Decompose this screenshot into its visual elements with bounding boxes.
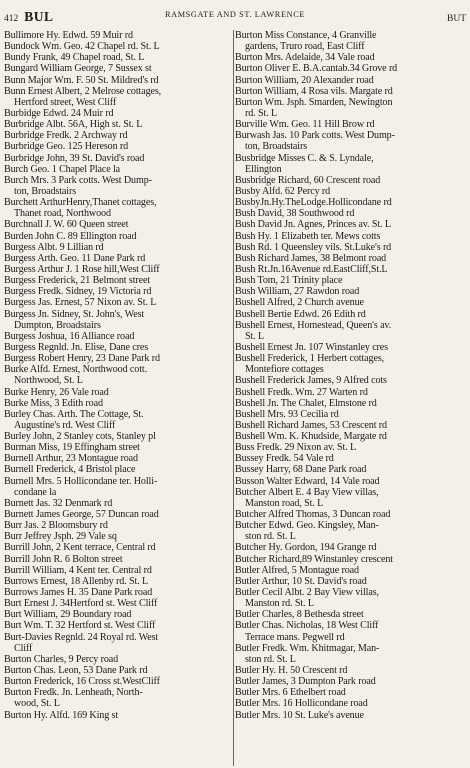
- directory-entry: Butcher Richard,89 Winstanley crescent: [235, 553, 393, 565]
- directory-entry: Burton Wm. Jsph. Smarden, Newington: [235, 96, 393, 108]
- directory-entry: Bushell Fredk. Wm. 27 Warten rd: [235, 386, 368, 398]
- right-column: [235, 30, 468, 721]
- directory-entry: Burton William, 4 Rosa vils. Margate rd: [235, 85, 393, 97]
- directory-entry: Burnell Frederick, 4 Bristol place: [4, 464, 136, 476]
- directory-entry: Bushell Ernest, Homestead, Queen's av.: [235, 319, 392, 331]
- directory-entry-continuation: Cliff: [14, 642, 33, 654]
- directory-entry: Burton Fredk. Jn. Lenheath, North-: [4, 687, 143, 699]
- directory-entry: Burke Henry, 26 Vale road: [4, 386, 109, 398]
- directory-entry: Burch Geo. 1 Chapel Place la: [4, 163, 121, 175]
- directory-entry-continuation: Hertford street, West Cliff: [14, 96, 117, 108]
- directory-entry-continuation: ton, Broadstairs: [245, 141, 307, 153]
- directory-entry: Bushell Frederick James, 9 Alfred cots: [235, 375, 387, 387]
- directory-entry: Bushell Jn. The Chalet, Elmstone rd: [235, 397, 377, 409]
- directory-entry: Bushell Frederick, 1 Herbert cottages,: [235, 353, 385, 365]
- directory-entry: Burnell Mrs. 5 Hollicondane ter. Holli-: [4, 475, 158, 487]
- directory-entry: Burchnall J. W. 60 Queen street: [4, 219, 129, 231]
- directory-entry: Busby Alfd. 62 Percy rd: [235, 185, 331, 197]
- directory-entry: Butler Arthur, 10 St. David's road: [235, 575, 367, 587]
- directory-entry: Burgess Arth. Geo. 11 Dane Park rd: [4, 252, 146, 264]
- directory-entry: Buss Fredk. 29 Nixon av. St. L: [235, 442, 357, 454]
- directory-entry: Bussey Fredk. 54 Vale rd: [235, 453, 334, 465]
- directory-entry: Burch Mrs. 3 Park cotts. West Dump-: [4, 174, 152, 186]
- directory-entry: Bussey Harry, 68 Dane Park road: [235, 464, 367, 476]
- directory-entry: Burrill William, 4 Kent ter. Central rd: [4, 564, 152, 576]
- directory-entry: Burnett Jas. 32 Denmark rd: [4, 497, 113, 509]
- directory-entry: Bungard William George, 7 Sussex st: [4, 63, 152, 75]
- column-divider: [233, 30, 234, 766]
- directory-entry: Butler Charles, 8 Bethesda street: [235, 609, 364, 621]
- directory-entry: Bush Hy. 1 Elizabeth ter. Mews cotts: [235, 230, 381, 242]
- directory-entry: Burville Wm. Geo. 11 Hill Brow rd: [235, 119, 375, 131]
- directory-entry: Burgess Jas. Ernest, 57 Nixon av. St. L: [4, 297, 157, 309]
- page-title: RAMSGATE AND ST. LAWRENCE: [164, 10, 306, 19]
- directory-entry: Burton Oliver E. B.A.cantab.34 Grove rd: [235, 63, 398, 75]
- directory-entry: Butler Alfred, 5 Montague road: [235, 564, 359, 576]
- directory-entry: Burgess Arthur J. 1 Rose hill,West Cliff: [4, 263, 160, 275]
- directory-entry: Burgess Fredk. Sidney, 19 Victoria rd: [4, 286, 152, 298]
- directory-entry: Burton Hy. Alfd. 169 King st: [4, 709, 119, 721]
- directory-entry: Burt Wm. T. 32 Hertford st. West Cliff: [4, 620, 156, 632]
- directory-entry: Burr Jeffrey Jsph. 29 Vale sq: [4, 531, 117, 543]
- directory-entry: Bush David Jn. Agnes, Princes av. St. L: [235, 219, 391, 231]
- directory-entry: Bush Rt.Jn.16Avenue rd.EastCliff,St.L: [235, 263, 388, 275]
- directory-entry: Butcher Alfred Thomas, 3 Duncan road: [235, 509, 391, 521]
- directory-entry: Burton Charles, 9 Percy road: [4, 653, 119, 665]
- left-column: [4, 30, 233, 721]
- header-right-key: BUT: [447, 14, 466, 24]
- directory-entry-continuation: Terrace mans. Pegwell rd: [245, 631, 345, 643]
- directory-entry: Burgess Regnld. Jn. Elise, Dane cres: [4, 341, 149, 353]
- directory-entry: Bushell Richard James, 53 Crescent rd: [235, 419, 387, 431]
- directory-entry: Butcher Albert E. 4 Bay View villas,: [235, 486, 379, 498]
- directory-entry: Butler Hy. H. 50 Crescent rd: [235, 665, 348, 677]
- directory-entry: Burrill John, 2 Kent terrace, Central rd: [4, 542, 156, 554]
- directory-entry: Burrows Ernest, 18 Allenby rd. St. L: [4, 575, 148, 587]
- directory-entry-continuation: Manston road, St. L: [245, 497, 324, 509]
- directory-entry-continuation: Ellington: [245, 163, 282, 175]
- page-key: BUL: [24, 9, 54, 24]
- directory-entry-continuation: Dumpton, Broadstairs: [14, 319, 101, 331]
- directory-entry: Burbridge Fredk. 2 Archway rd: [4, 130, 128, 142]
- directory-entry: Bullimore Hy. Edwd. 59 Muir rd: [4, 30, 133, 41]
- directory-entry-continuation: wood, St. L: [14, 698, 60, 710]
- directory-entry: Burrill John R. 6 Bolton street: [4, 553, 123, 565]
- directory-entry: Burchett ArthurHenry,Thanet cottages,: [4, 197, 157, 209]
- directory-entry: Bush Rd. 1 Queensley vils. St.Luke's rd: [235, 241, 392, 253]
- directory-entry: Bundock Wm. Geo. 42 Chapel rd. St. L: [4, 41, 160, 53]
- page-number: 412: [4, 14, 19, 24]
- directory-entry: Burley Chas. Arth. The Cottage, St.: [4, 408, 144, 420]
- directory-entry: Butler Fredk. Wm. Khitmagar, Man-: [235, 642, 380, 654]
- directory-entry-continuation: ston rd. St. L: [245, 653, 296, 665]
- directory-entry: Burbridge John, 39 St. David's road: [4, 152, 145, 164]
- directory-entry: Butler James, 3 Dumpton Park road: [235, 676, 376, 688]
- directory-entry: Burrows James H. 35 Dane Park road: [4, 587, 153, 599]
- directory-entry: Busson Walter Edward, 14 Vale road: [235, 475, 380, 487]
- directory-entry-continuation: Montefiore cottages: [245, 364, 324, 376]
- directory-entry: Bunn Major Wm. F. 50 St. Mildred's rd: [4, 74, 159, 86]
- directory-entry: Burley John, 2 Stanley cots, Stanley pl: [4, 431, 156, 443]
- directory-entry: Butler Mrs. 10 St. Luke's avenue: [235, 709, 364, 721]
- directory-entry: Bush Richard James, 38 Belmont road: [235, 252, 387, 264]
- directory-entry-continuation: Manston rd. St. L: [245, 598, 314, 610]
- directory-entry: Burr Jas. 2 Bloomsbury rd: [4, 520, 108, 532]
- directory-entry: Burgess Jn. Sidney, St. John's, West: [4, 308, 145, 320]
- directory-entry: Burton Frederick, 16 Cross st.WestCliff: [4, 676, 160, 688]
- directory-entry: Butler Chas. Nicholas, 18 West Cliff: [235, 620, 379, 632]
- directory-entry-continuation: St. L: [245, 330, 265, 342]
- directory-entry: Busbridge Richard, 60 Crescent road: [235, 174, 381, 186]
- directory-entry: Burbridge Albt. 56A, High st. St. L: [4, 119, 143, 131]
- directory-entry: Butler Mrs. 6 Ethelbert road: [235, 687, 346, 699]
- directory-entry: Burgess Robert Henry, 23 Dane Park rd: [4, 353, 160, 365]
- directory-entry: Burt Ernest J. 34Hertford st. West Cliff: [4, 598, 158, 610]
- directory-entry: Burgess Albt. 9 Lillian rd: [4, 241, 104, 253]
- directory-entry-continuation: condane la: [14, 486, 57, 498]
- directory-entry: Butler Cecil Albt. 2 Bay View villas,: [235, 587, 379, 599]
- directory-entry: Butcher Edwd. Geo. Kingsley, Man-: [235, 520, 379, 532]
- directory-entry: Busbridge Misses C. & S. Lyndale,: [235, 152, 374, 164]
- directory-entry: Burton William, 20 Alexander road: [235, 74, 374, 86]
- directory-entry-continuation: Thanet road, Northwood: [14, 208, 111, 220]
- directory-entry: Bushell Ernest Jn. 107 Winstanley cres: [235, 341, 388, 353]
- directory-entry: Bushell Wm. K. Khudside, Margate rd: [235, 431, 387, 443]
- directory-entry: Burke Alfd. Ernest, Northwood cott.: [4, 364, 147, 376]
- directory-entry: Bush Tom, 21 Trinity place: [235, 275, 343, 287]
- directory-entry: Burnett James George, 57 Duncan road: [4, 509, 159, 521]
- directory-entry: Butler Mrs. 16 Hollicondane road: [235, 698, 368, 710]
- directory-entry-continuation: ston rd. St. L: [245, 531, 296, 543]
- directory-entry-continuation: Augustine's rd. West Cliff: [14, 419, 116, 431]
- page-header: [4, 8, 466, 24]
- directory-entry: Burbidge Edwd. 24 Muir rd: [4, 107, 114, 119]
- directory-entry: Burton Mrs. Adelaide, 34 Vale road: [235, 52, 375, 64]
- directory-entry: Bushell Bertie Edwd. 26 Edith rd: [235, 308, 366, 320]
- directory-entry: Burwash Jas. 10 Park cotts. West Dump-: [235, 130, 395, 142]
- directory-entry: Burt-Davies Regnld. 24 Royal rd. West: [4, 631, 159, 643]
- directory-entry: Burke Miss, 3 Edith road: [4, 397, 103, 409]
- header-left: [4, 8, 54, 26]
- directory-entry: Burden John C. 89 Ellington road: [4, 230, 137, 242]
- directory-entry: Burton Chas. Leon, 53 Dane Park rd: [4, 665, 148, 677]
- directory-entry: BusbyJn.Hy.TheLodge.Hollicondane rd: [235, 197, 392, 209]
- directory-entry: Butcher Hy. Gordon, 194 Grange rd: [235, 542, 377, 554]
- directory-entry: Burton Miss Constance, 4 Granville: [235, 30, 377, 41]
- directory-entry: Burbridge Geo. 125 Hereson rd: [4, 141, 129, 153]
- directory-entry: Burt William, 29 Boundary road: [4, 609, 132, 621]
- directory-entry-continuation: rd. St. L: [245, 107, 278, 119]
- directory-entry-continuation: gardens, Truro road, East Cliff: [245, 41, 365, 53]
- directory-entry: Burman Miss, 19 Effingham street: [4, 442, 140, 454]
- directory-entry: Bushell Mrs. 93 Cecilia rd: [235, 408, 339, 420]
- directory-entry-continuation: ton, Broadstairs: [14, 185, 76, 197]
- directory-entry: Bunn Ernest Albert, 2 Melrose cottages,: [4, 85, 162, 97]
- directory-entry: Bush David, 38 Southwood rd: [235, 208, 355, 220]
- directory-entry-continuation: Northwood, St. L: [14, 375, 83, 387]
- directory-entry: Bushell Alfred, 2 Church avenue: [235, 297, 364, 309]
- directory-entry: Bundy Frank, 49 Chapel road, St. L: [4, 52, 145, 64]
- directory-entry: Burgess Joshua, 16 Alliance road: [4, 330, 135, 342]
- directory-entry: Burnell Arthur, 23 Montague road: [4, 453, 138, 465]
- directory-entry: Burgess Frederick, 21 Belmont street: [4, 275, 151, 287]
- directory-entry: Bush William, 27 Rawdon road: [235, 286, 360, 298]
